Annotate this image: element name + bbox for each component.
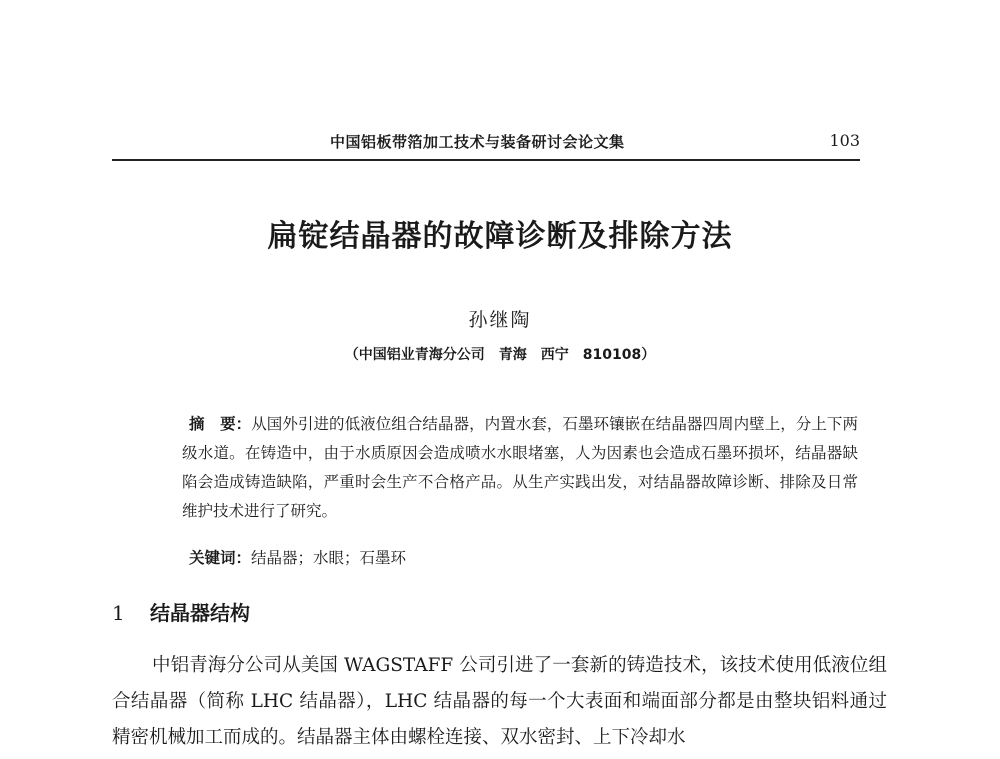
abstract (182, 410, 858, 526)
page-number: 103 (829, 131, 860, 150)
keywords (189, 546, 406, 570)
body-paragraph: 中铝青海分公司从美国 WAGSTAFF 公司引进了一套新的铸造技术，该技术使用低液位组合结晶器（简称 LHC 结晶器），LHC 结晶器的每一个大表面和端面部分都是由整块铝料通过精密机械加工而成的。结晶器主体由螺栓连接、双水密封、上下冷却水 (112, 655, 887, 748)
abstract-label: 摘 要： (189, 415, 252, 433)
section-title: 结晶器结构 (150, 601, 250, 625)
keywords-text: 结晶器；水眼；石墨环 (251, 549, 407, 567)
section-number: 1 (112, 601, 125, 625)
paper-title: 扁锭结晶器的故障诊断及排除方法 (267, 219, 733, 254)
abstract-text: 从国外引进的低液位组合结晶器，内置水套，石墨环镶嵌在结晶器四周内壁上，分上下两级水道。在铸造中，由于水质原因会造成喷水水眼堵塞，人为因素也会造成石墨环损坏，结晶器缺陷会造成铸造缺陷，严重时会生产不合格产品。从生产实践出发，对结晶器故障诊断、排除及日常维护技术进行了研究。 (182, 415, 858, 520)
section-heading (112, 597, 250, 626)
author-name: 孙继陶 (468, 309, 532, 331)
running-title: 中国铝板带箔加工技术与装备研讨会论文集 (330, 133, 625, 151)
running-header (112, 131, 860, 161)
author-affiliation: （中国铝业青海分公司 青海 西宁 810108） (344, 347, 656, 363)
keywords-label: 关键词： (189, 549, 252, 567)
